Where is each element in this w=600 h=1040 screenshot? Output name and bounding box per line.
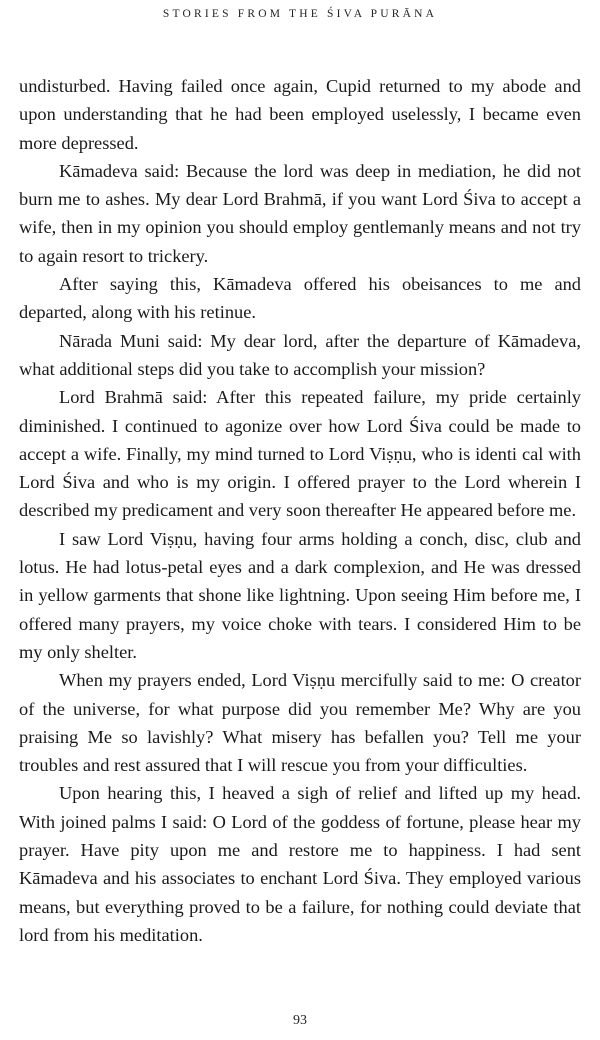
paragraph: After saying this, Kāmadeva offered his obeisances to me and departed, along with his retinue. bbox=[19, 274, 581, 323]
paragraph: Upon hearing this, I heaved a sigh of relief and lifted up my head. With joined palms I said: O Lord of the goddess of fortune, please hear my prayer. Have pity upon me and restore me to happiness. I had sent Kāmadeva and his associates to enchant Lord Śiva. They employed various means, but everything proved to be a failure, for nothing could deviate that lord from his meditation. bbox=[19, 783, 581, 945]
running-head: STORIES FROM THE ŚIVA PURĀNA bbox=[162, 8, 438, 20]
paragraph: I saw Lord Viṣṇu, having four arms holding a conch, disc, club and lotus. He had lotus-petal eyes and a dark complexion, and He was dressed in yellow garments that shone like lightning. Upon seeing Him before me, I offered many prayers, my voice choke with tears. I considered Him to be my only shelter. bbox=[19, 528, 581, 662]
paragraph: When my prayers ended, Lord Viṣṇu mercifully said to me: O creator of the universe, for what purpose did you remember Me? Why are you praising Me so lavishly? What misery has befallen you? Tell me your troubles and rest assured that I will rescue you from your difficulties. bbox=[19, 670, 581, 776]
paragraph-continued: undisturbed. Having failed once again, Cupid returned to my abode and upon understanding that he had been employed uselessly, I became even more depressed. bbox=[19, 76, 581, 153]
page-number: 93 bbox=[293, 1013, 307, 1028]
body-text bbox=[19, 72, 581, 949]
paragraph: Lord Brahmā said: After this repeated failure, my pride certainly diminished. I continued to agonize over how Lord Śiva could be made to accept a wife. Finally, my mind turned to Lord Viṣṇu, who is identi cal with Lord Śiva and who is my origin. I offered prayer to the Lord wherein I described my predicament and very soon thereafter He appeared before me. bbox=[19, 387, 581, 521]
paragraph: Kāmadeva said: Because the lord was deep in mediation, he did not burn me to ashes. My dear Lord Brahmā, if you want Lord Śiva to accept a wife, then in my opinion you should employ gentlemanly means and not try to again resort to trickery. bbox=[19, 160, 581, 266]
paragraph: Nārada Muni said: My dear lord, after the departure of Kāmadeva, what additional steps did you take to accomplish your mission? bbox=[19, 330, 581, 379]
